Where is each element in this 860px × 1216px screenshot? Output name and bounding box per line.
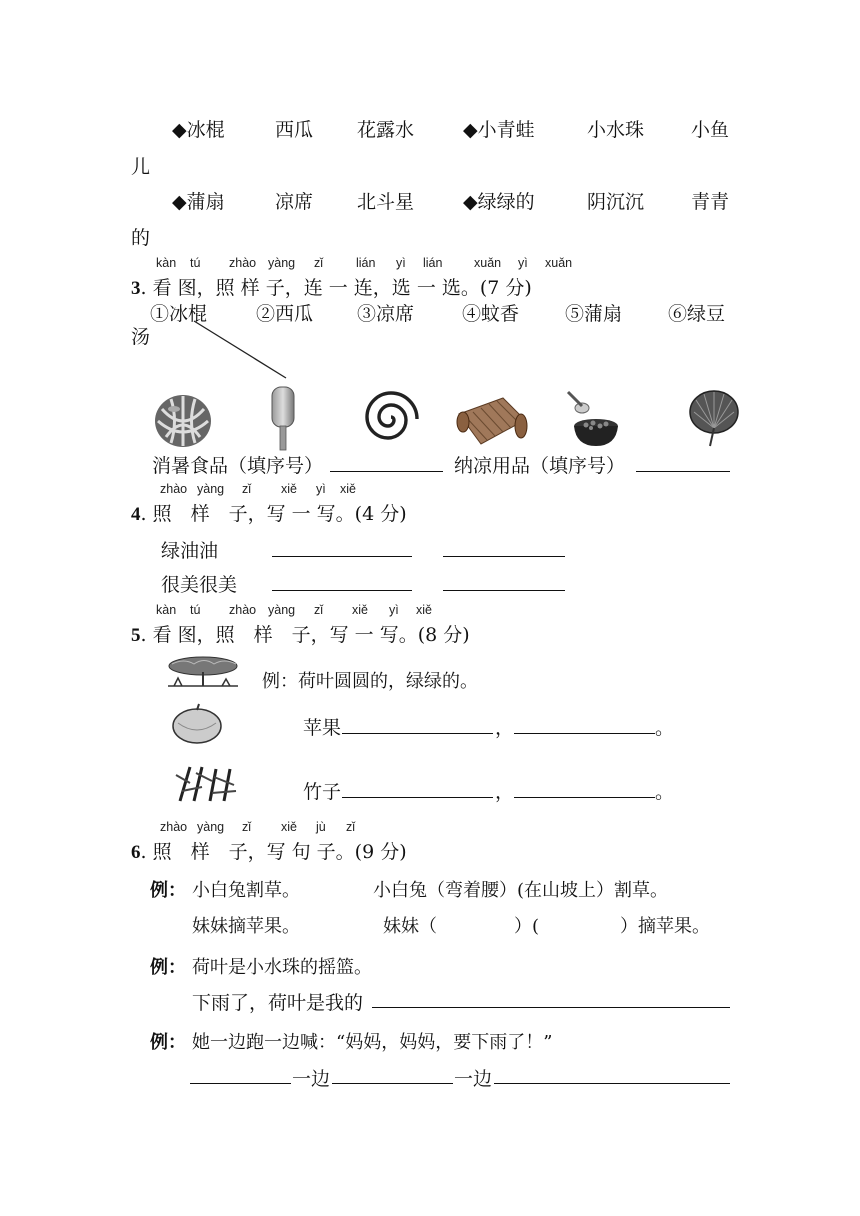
q6-ex1c: 妹妹摘苹果。 bbox=[192, 916, 300, 937]
pinyin-q6-ju: jù bbox=[316, 820, 326, 834]
pinyin-tu: tú bbox=[190, 256, 201, 270]
pinyin-q5-yi: yì bbox=[389, 603, 399, 617]
pinyin-q4-xie: xiě bbox=[281, 482, 297, 496]
q5-apple-label: 苹果 bbox=[303, 717, 342, 739]
word-beidouxing: 北斗星 bbox=[357, 191, 415, 213]
option-4: ④蚊香 bbox=[462, 303, 520, 325]
option-5: ⑤蒲扇 bbox=[565, 303, 623, 325]
q5-title: 5. 看 图，照 样 子，写 一 写。(8 分) bbox=[131, 624, 470, 646]
q6-ex2b: 下雨了，荷叶是我的 bbox=[192, 992, 364, 1014]
q6-example-label-1: 例： bbox=[150, 880, 186, 901]
q5-apple-line-2[interactable] bbox=[514, 733, 655, 734]
pinyin-q5-kan: kàn bbox=[156, 603, 177, 617]
q4-answer-1b[interactable] bbox=[443, 556, 565, 557]
label-food: 消暑食品（填序号） bbox=[152, 455, 324, 477]
pinyin-q4-yi: yì bbox=[316, 482, 326, 496]
pinyin-q4-zhao: zhào bbox=[160, 482, 188, 496]
option-3: ③凉席 bbox=[357, 303, 415, 325]
option-6-wrap: 汤 bbox=[131, 326, 151, 348]
pinyin-q5-xie2: xiě bbox=[416, 603, 432, 617]
pinyin-lian: lián bbox=[356, 256, 376, 270]
word-yinchenchen: 阴沉沉 bbox=[587, 191, 645, 213]
q6-example-label-3: 例： bbox=[150, 1032, 186, 1053]
pinyin-q4-xie2: xiě bbox=[340, 482, 356, 496]
watermelon-icon[interactable] bbox=[152, 393, 214, 449]
option-1: ①冰棍 bbox=[150, 303, 208, 325]
q6-ex2a: 荷叶是小水珠的摇篮。 bbox=[192, 957, 372, 978]
q5-bamboo-comma: ， bbox=[495, 781, 515, 803]
word-lvlvde: ◆绿绿的 bbox=[463, 191, 535, 213]
q4-answer-1a[interactable] bbox=[272, 556, 412, 557]
q6-ex1d-b: ）( bbox=[514, 916, 540, 937]
q3-number: 3 bbox=[131, 278, 141, 299]
word-xiaoqingwa: ◆小青蛙 bbox=[463, 119, 535, 141]
q4-title-text: 照 样 子，写 一 写。(4 分) bbox=[152, 503, 407, 525]
pinyin-q4-zi: zǐ bbox=[242, 482, 252, 496]
q6-title-text: 照 样 子，写 句 子。(9 分) bbox=[152, 841, 407, 863]
q5-example: 例：荷叶圆圆的，绿绿的。 bbox=[262, 671, 478, 692]
q6-ex2-answer-line[interactable] bbox=[372, 1007, 730, 1008]
word-pushan: ◆蒲扇 bbox=[172, 191, 225, 213]
q6-number: 6 bbox=[131, 842, 141, 863]
fan-icon[interactable] bbox=[686, 388, 742, 448]
pinyin-q6-yang: yàng bbox=[197, 820, 225, 834]
label-cool: 纳凉用品（填序号） bbox=[454, 455, 626, 477]
pinyin-zhao: zhào bbox=[229, 256, 257, 270]
pinyin-q6-zi: zǐ bbox=[242, 820, 252, 834]
lotus-leaf-icon bbox=[164, 652, 242, 690]
pinyin-yang: yàng bbox=[268, 256, 296, 270]
pinyin-q6-zi2: zǐ bbox=[346, 820, 356, 834]
pinyin-q4-yang: yàng bbox=[197, 482, 225, 496]
mosquito-coil-icon[interactable] bbox=[361, 390, 421, 450]
option-2: ②西瓜 bbox=[256, 303, 314, 325]
word-bingun: ◆冰棍 bbox=[172, 119, 225, 141]
q5-title-text: 看 图，照 样 子，写 一 写。(8 分) bbox=[152, 624, 470, 646]
word-qingqing: 青青 bbox=[691, 191, 730, 213]
word-xigua: 西瓜 bbox=[275, 119, 314, 141]
pinyin-zi: zǐ bbox=[314, 256, 324, 270]
q5-bamboo-line-1[interactable] bbox=[342, 797, 493, 798]
pinyin-q5-zi: zǐ bbox=[314, 603, 324, 617]
pinyin-q5-yang: yàng bbox=[268, 603, 296, 617]
q3-title: 3. 看 图，照 样 子，连 一 连，选 一 选。(7 分) bbox=[131, 277, 532, 299]
q4-number: 4 bbox=[131, 504, 141, 525]
q6-ex1d-c: ）摘苹果。 bbox=[620, 916, 710, 937]
answer-line-food[interactable] bbox=[330, 471, 443, 472]
mat-icon[interactable] bbox=[455, 390, 530, 452]
word-liangxi: 凉席 bbox=[275, 191, 314, 213]
q5-apple-period: 。 bbox=[655, 717, 675, 739]
pinyin-xuan2: xuǎn bbox=[545, 256, 573, 270]
q6-ex3-mid-2: 一边 bbox=[454, 1068, 493, 1090]
popsicle-icon[interactable] bbox=[266, 385, 300, 453]
word-xiaoyu: 小鱼 bbox=[691, 119, 730, 141]
pinyin-xuan: xuǎn bbox=[474, 256, 502, 270]
q6-ex1b: 小白兔（弯着腰）(在山坡上）割草。 bbox=[373, 880, 669, 901]
q6-ex1d-a: 妹妹（ bbox=[383, 916, 437, 937]
q6-ex3a: 她一边跑一边喊：“妈妈，妈妈，要下雨了！” bbox=[192, 1032, 553, 1053]
pinyin-lian2: lián bbox=[423, 256, 443, 270]
q4-answer-2b[interactable] bbox=[443, 590, 565, 591]
q6-example-label-2: 例： bbox=[150, 957, 186, 978]
pinyin-q6-zhao: zhào bbox=[160, 820, 188, 834]
word-wrap-er: 儿 bbox=[131, 156, 151, 178]
q5-bamboo-line-2[interactable] bbox=[514, 797, 655, 798]
pinyin-q5-zhao: zhào bbox=[229, 603, 257, 617]
pinyin-yi2: yì bbox=[518, 256, 528, 270]
q5-bamboo-label: 竹子 bbox=[303, 781, 342, 803]
word-hualushui: 花露水 bbox=[357, 119, 415, 141]
q4-answer-2a[interactable] bbox=[272, 590, 412, 591]
q4-title: 4. 照 样 子，写 一 写。(4 分) bbox=[131, 503, 407, 525]
apple-icon bbox=[170, 703, 224, 745]
q5-number: 5 bbox=[131, 625, 141, 646]
q6-ex3-line-1[interactable] bbox=[190, 1083, 291, 1084]
q4-example-1: 绿油油 bbox=[161, 540, 219, 562]
pinyin-yi: yì bbox=[396, 256, 406, 270]
q5-apple-line-1[interactable] bbox=[342, 733, 493, 734]
pinyin-q5-xie: xiě bbox=[352, 603, 368, 617]
example-connect-line bbox=[190, 318, 290, 382]
pinyin-q5-tu: tú bbox=[190, 603, 201, 617]
q6-ex3-line-2[interactable] bbox=[332, 1083, 453, 1084]
q5-apple-comma: ， bbox=[495, 717, 515, 739]
word-xiaoshuizhu: 小水珠 bbox=[587, 119, 645, 141]
q3-title-text: 看 图，照 样 子，连 一 连，选 一 选。(7 分) bbox=[152, 277, 532, 299]
q6-ex1a: 小白兔割草。 bbox=[192, 880, 300, 901]
answer-line-cool[interactable] bbox=[636, 471, 730, 472]
mung-bean-soup-icon[interactable] bbox=[562, 388, 622, 450]
pinyin-q6-xie: xiě bbox=[281, 820, 297, 834]
bamboo-icon bbox=[172, 765, 240, 803]
q6-ex3-line-3[interactable] bbox=[494, 1083, 730, 1084]
q5-bamboo-period: 。 bbox=[655, 781, 675, 803]
q4-example-2: 很美很美 bbox=[161, 574, 238, 596]
option-6: ⑥绿豆 bbox=[668, 303, 726, 325]
word-wrap-de: 的 bbox=[131, 227, 151, 249]
q6-ex3-mid-1: 一边 bbox=[292, 1068, 331, 1090]
pinyin-kan: kàn bbox=[156, 256, 177, 270]
q6-title: 6. 照 样 子，写 句 子。(9 分) bbox=[131, 841, 407, 863]
